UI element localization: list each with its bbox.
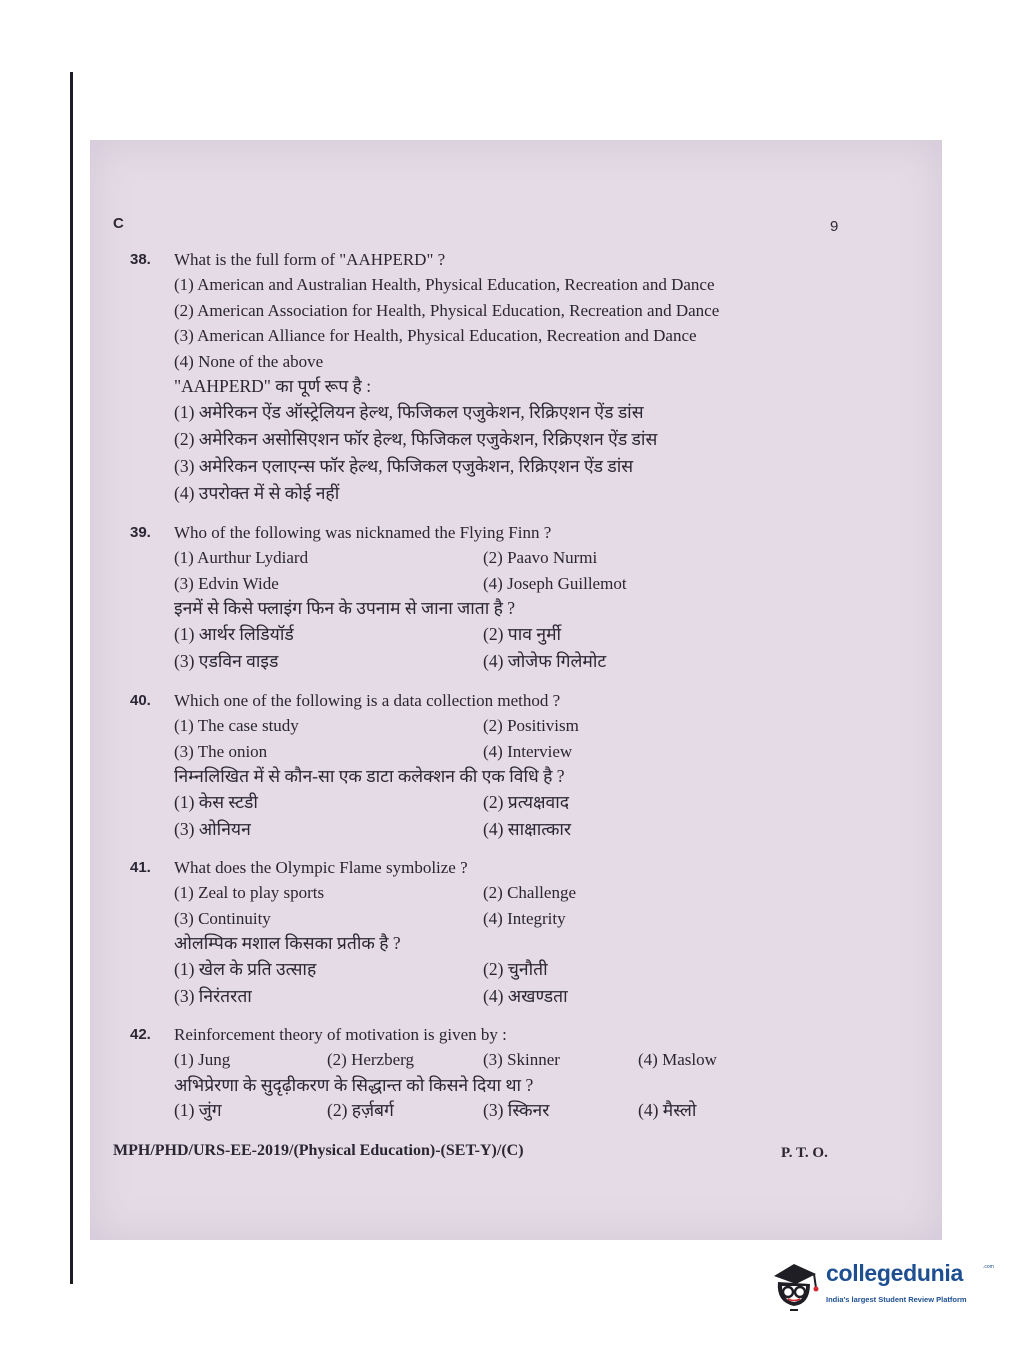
option-en-2: (2) American Association for Health, Physical Education, Recreation and Dance <box>174 300 720 320</box>
option-hi-1: (1) अमेरिकन ऐंड ऑस्ट्रेलियन हेल्थ, फिजिकल एजुकेशन, रिक्रिएशन ऐंड डांस <box>174 401 644 422</box>
option-en-4: (4) Joseph Guillemot <box>483 573 627 593</box>
option-hi-3: (3) अमेरिकन एलाएन्स फॉर हेल्थ, फिजिकल एजुकेशन, रिक्रिएशन ऐंड डांस <box>174 455 634 476</box>
option-en-2: (2) Paavo Nurmi <box>483 548 598 567</box>
graduate-mascot-icon <box>768 1252 824 1314</box>
brand-name: collegedunia <box>826 1260 963 1286</box>
question-42 <box>130 1022 810 1125</box>
scan-edge <box>70 72 73 1284</box>
question-text-hindi: इनमें से किसे फ्लाइंग फिन के उपनाम से जाना जाता है ? <box>174 598 516 618</box>
question-number: 41. <box>130 859 151 876</box>
question-number: 42. <box>130 1026 151 1043</box>
option-en-1: (1) Aurthur Lydiard <box>174 548 309 567</box>
option-en-1: (1) American and Australian Health, Physical Education, Recreation and Dance <box>174 275 715 294</box>
question-text: Reinforcement theory of motivation is given by : <box>174 1025 507 1044</box>
option-hi-3: (3) ओनियन <box>174 818 251 839</box>
question-text: What does the Olympic Flame symbolize ? <box>174 858 468 877</box>
option-en-4: (4) Maslow <box>638 1050 717 1069</box>
option-hi-4: (4) साक्षात्कार <box>483 818 572 839</box>
option-hi-4: (4) उपरोक्त में से कोई नहीं <box>174 482 340 503</box>
option-en-3: (3) Skinner <box>483 1050 560 1069</box>
option-en-2: (2) Herzberg <box>327 1050 415 1069</box>
collegedunia-logo <box>768 1252 998 1318</box>
option-hi-1: (1) खेल के प्रति उत्साह <box>174 958 317 979</box>
question-text: Who of the following was nicknamed the Flying Finn ? <box>174 523 552 542</box>
option-en-3: (3) Continuity <box>174 908 271 928</box>
question-text-hindi: "AAHPERD" का पूर्ण रूप है : <box>174 376 372 396</box>
option-en-1: (1) Jung <box>174 1050 231 1069</box>
page-number: 9 <box>830 218 839 235</box>
option-en-2: (2) Challenge <box>483 883 576 902</box>
option-en-4: (4) None of the above <box>174 351 324 371</box>
option-hi-4: (4) अखण्डता <box>483 985 568 1006</box>
question-number: 39. <box>130 524 151 541</box>
option-en-3: (3) Edvin Wide <box>174 573 279 593</box>
option-en-3: (3) American Alliance for Health, Physical Education, Recreation and Dance <box>174 326 697 345</box>
option-en-1: (1) Zeal to play sports <box>174 883 325 902</box>
option-hi-4: (4) मैस्लो <box>638 1100 697 1120</box>
option-hi-2: (2) अमेरिकन असोसिएशन फॉर हेल्थ, फिजिकल एजुकेशन, रिक्रिएशन ऐंड डांस <box>174 428 658 449</box>
question-41 <box>130 855 810 1011</box>
question-text-hindi: अभिप्रेरणा के सुदृढ़ीकरण के सिद्धान्त को किसने दिया था ? <box>174 1074 534 1095</box>
option-hi-4: (4) जोजेफ गिलेमोट <box>483 650 607 671</box>
option-hi-1: (1) केस स्टडी <box>174 791 258 812</box>
set-letter: C <box>113 215 124 232</box>
option-hi-1: (1) आर्थर लिडियॉर्ड <box>174 623 294 644</box>
question-text: Which one of the following is a data collection method ? <box>174 691 561 710</box>
option-hi-3: (3) स्किनर <box>483 1100 550 1120</box>
option-hi-2: (2) पाव नुर्मी <box>483 623 562 644</box>
option-hi-3: (3) निरंतरता <box>174 985 252 1006</box>
option-en-2: (2) Positivism <box>483 716 579 735</box>
question-text-hindi: निम्नलिखित में से कौन-सा एक डाटा कलेक्शन की एक विधि है ? <box>174 766 565 786</box>
option-en-1: (1) The case study <box>174 716 299 735</box>
question-text-hindi: ओलम्पिक मशाल किसका प्रतीक है ? <box>174 933 401 953</box>
brand-domain: .com <box>983 1264 994 1270</box>
option-hi-2: (2) चुनौती <box>483 958 548 979</box>
question-number: 38. <box>130 251 151 268</box>
question-40 <box>130 688 810 844</box>
option-en-3: (3) The onion <box>174 741 268 761</box>
option-hi-3: (3) एडविन वाइड <box>174 650 279 671</box>
question-39 <box>130 520 810 676</box>
option-en-4: (4) Interview <box>483 741 573 761</box>
brand-tagline: India's largest Student Review Platform <box>826 1295 967 1304</box>
option-hi-1: (1) जुंग <box>174 1100 222 1120</box>
question-38 <box>130 247 810 508</box>
question-text: What is the full form of "AAHPERD" ? <box>174 250 446 269</box>
option-en-4: (4) Integrity <box>483 908 566 928</box>
option-hi-2: (2) हर्ज़बर्ग <box>327 1100 394 1120</box>
paper-code: MPH/PHD/URS-EE-2019/(Physical Education)-(SET-Y)/(C) <box>113 1142 524 1159</box>
option-hi-2: (2) प्रत्यक्षवाद <box>483 791 570 812</box>
please-turn-over: P. T. O. <box>781 1145 828 1161</box>
question-number: 40. <box>130 692 151 709</box>
